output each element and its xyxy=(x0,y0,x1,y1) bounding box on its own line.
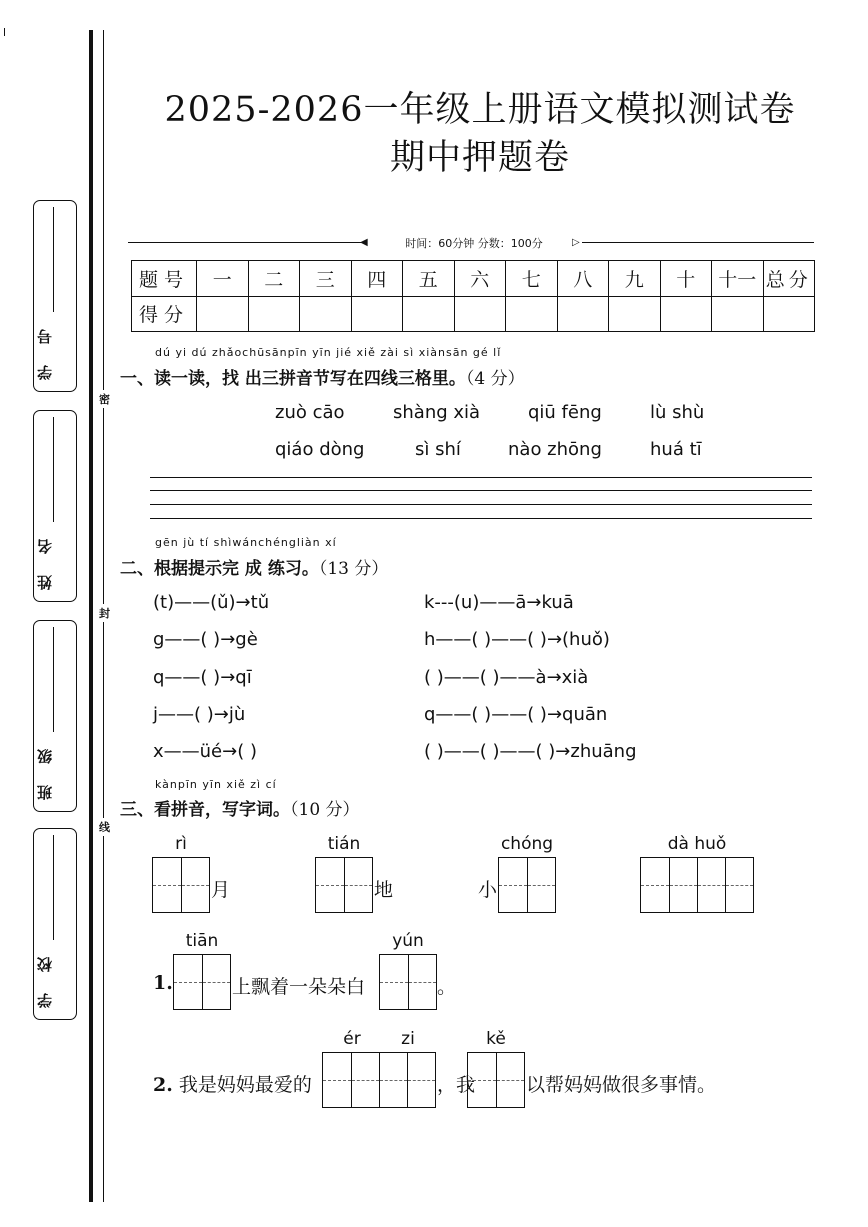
corner-mark xyxy=(4,28,5,36)
pinyin-word: lù shù xyxy=(650,402,705,423)
section2-ruby: gēn jù tí shìwánchéngliàn xí xyxy=(155,536,337,549)
sentence1-end: 。 xyxy=(437,976,457,998)
section3-title-text: 三、看拼音，写字词。 xyxy=(120,800,290,820)
student-name-label: 姓 名 xyxy=(36,531,54,591)
section1-title xyxy=(120,364,525,389)
pinyin-word: huá tī xyxy=(650,439,702,460)
grid-pinyin: tián xyxy=(327,834,361,854)
grid-cell-half xyxy=(181,858,209,912)
section1-points: （4 分） xyxy=(465,369,525,389)
section3-title xyxy=(120,795,360,820)
sentence1-middle: 上飘着一朵朵白 xyxy=(232,976,366,998)
writing-grid[interactable] xyxy=(467,1052,525,1108)
column-header: 六 xyxy=(454,261,506,297)
school-underline xyxy=(53,835,54,940)
sentence1-number xyxy=(153,972,173,994)
pinyin-word: sì shí xyxy=(415,439,461,460)
student-id-label: 学 号 xyxy=(36,321,54,381)
grid-pinyin: tiān xyxy=(185,931,219,951)
exercise-right[interactable]: q——( )——( )→quān xyxy=(424,704,608,725)
school-field[interactable] xyxy=(33,828,77,1020)
writing-line xyxy=(150,490,812,491)
info-arrow-left: ◀ xyxy=(360,237,368,248)
grid-cell-half xyxy=(316,858,344,912)
sentence1-num: 1. xyxy=(153,972,173,994)
pinyin-word: qiáo dòng xyxy=(275,439,365,460)
writing-grid[interactable] xyxy=(379,954,437,1010)
score-cell[interactable] xyxy=(557,296,609,332)
student-name-underline xyxy=(53,417,54,522)
grid-cell-half xyxy=(499,858,527,912)
writing-grid[interactable] xyxy=(315,857,373,913)
pinyin-word: zuò cāo xyxy=(275,402,345,423)
score-cell[interactable] xyxy=(351,296,403,332)
student-id-underline xyxy=(53,207,54,312)
exercise-right[interactable]: ( )——( )——( )→zhuāng xyxy=(424,741,637,762)
score-cell[interactable] xyxy=(454,296,506,332)
score-cell[interactable] xyxy=(763,296,815,332)
grid-cell-half xyxy=(527,858,555,912)
score-cell[interactable] xyxy=(197,296,249,332)
exercise-right[interactable]: k---(u)——ā→kuā xyxy=(424,592,574,613)
column-header: 总分 xyxy=(763,261,815,297)
info-arrow-right: ▷ xyxy=(572,237,580,248)
grid-cell-half xyxy=(697,858,725,912)
grid-cell-half xyxy=(496,1053,524,1107)
given-character: 小 xyxy=(478,879,498,901)
grid-cell-half xyxy=(669,858,697,912)
column-header: 十 xyxy=(660,261,712,297)
grid-pinyin: zi xyxy=(401,1029,415,1049)
page-subtitle: 期中押题卷 xyxy=(389,138,570,178)
score-cell[interactable] xyxy=(403,296,455,332)
pinyin-word: shàng xià xyxy=(393,402,481,423)
section2-title xyxy=(120,554,388,579)
sentence2-start-text: 我是妈妈最爱的 xyxy=(178,1074,312,1096)
sentence2-middle: ，我 xyxy=(437,1074,476,1096)
sentence2-start xyxy=(153,1070,312,1097)
column-header: 五 xyxy=(403,261,455,297)
writing-grid[interactable] xyxy=(322,1052,436,1108)
exercise-left[interactable]: j——( )→jù xyxy=(153,704,246,725)
grid-pinyin: ér xyxy=(343,1029,361,1049)
score-cell[interactable] xyxy=(660,296,712,332)
score-table xyxy=(131,260,815,332)
section3-ruby: kànpīn yīn xiě zì cí xyxy=(155,778,277,791)
info-line-right xyxy=(582,242,814,243)
section3-points: （10 分） xyxy=(290,800,360,820)
score-table-score-row xyxy=(132,296,815,332)
grid-cell-half xyxy=(468,1053,496,1107)
info-line-left xyxy=(128,242,364,243)
grid-cell-half xyxy=(202,955,230,1009)
grid-cell-half xyxy=(641,858,669,912)
binding-line-thick xyxy=(89,30,93,1202)
writing-line xyxy=(150,477,812,478)
exercise-left[interactable]: q——( )→qī xyxy=(153,667,252,688)
grid-cell-half xyxy=(725,858,753,912)
section2-title-text: 二、根据提示完 成 练习。 xyxy=(120,559,319,579)
score-table-header-row xyxy=(132,261,815,297)
sentence2-end: 以帮妈妈做很多事情。 xyxy=(526,1074,717,1096)
grid-pinyin: yún xyxy=(392,931,424,951)
given-character: 地 xyxy=(374,879,394,901)
column-header: 一 xyxy=(197,261,249,297)
grid-cell-half xyxy=(344,858,372,912)
grid-cell-half xyxy=(351,1053,379,1107)
column-header: 九 xyxy=(609,261,661,297)
section1-ruby: dú yi dú zhǎochūsānpīn yīn jié xiě zài sì xiànsān gé lǐ xyxy=(155,346,502,359)
student-name-field[interactable] xyxy=(33,410,77,602)
seal-char-xian: 线 xyxy=(99,818,110,836)
writing-grid[interactable] xyxy=(173,954,231,1010)
given-character: 月 xyxy=(211,879,231,901)
exercise-left[interactable]: x——üé→( ) xyxy=(153,741,257,762)
column-header: 十一 xyxy=(712,261,764,297)
exercise-left[interactable]: g——( )→gè xyxy=(153,629,258,650)
column-header: 二 xyxy=(248,261,300,297)
exercise-right[interactable]: h——( )——( )→(huǒ) xyxy=(424,629,610,650)
column-header: 三 xyxy=(300,261,352,297)
class-field[interactable] xyxy=(33,620,77,812)
writing-line xyxy=(150,518,812,519)
exercise-right[interactable]: ( )——( )——à→xià xyxy=(424,667,589,688)
seal-char-feng: 封 xyxy=(99,604,110,622)
score-cell[interactable] xyxy=(506,296,558,332)
school-label: 学 校 xyxy=(36,949,54,1009)
grid-cell-half xyxy=(380,955,408,1009)
seal-char-mi: 密 xyxy=(99,390,110,408)
writing-grid[interactable] xyxy=(498,857,556,913)
column-header: 八 xyxy=(557,261,609,297)
grid-pinyin: rì xyxy=(175,834,187,854)
grid-cell-half xyxy=(407,1053,435,1107)
question-number-label: 题号 xyxy=(132,261,197,297)
grid-cell-half xyxy=(174,955,202,1009)
score-cell[interactable] xyxy=(300,296,352,332)
page-title: 2025-2026一年级上册语文模拟测试卷 xyxy=(164,90,796,130)
score-cell[interactable] xyxy=(609,296,661,332)
writing-grid[interactable] xyxy=(152,857,210,913)
grid-pinyin: kě xyxy=(486,1029,506,1049)
student-id-field[interactable] xyxy=(33,200,77,392)
section2-points: （13 分） xyxy=(318,559,389,579)
pinyin-word: qiū fēng xyxy=(528,402,602,423)
grid-pinyin: chóng xyxy=(500,834,554,854)
column-header: 七 xyxy=(506,261,558,297)
class-underline xyxy=(53,627,54,732)
score-cell[interactable] xyxy=(712,296,764,332)
column-header: 四 xyxy=(351,261,403,297)
class-label: 班 级 xyxy=(36,741,54,801)
grid-cell-half xyxy=(153,858,181,912)
writing-grid[interactable] xyxy=(640,857,754,913)
grid-cell-half xyxy=(408,955,436,1009)
pinyin-word: nào zhōng xyxy=(508,439,602,460)
exercise-left[interactable]: (t)——(ǔ)→tǔ xyxy=(153,592,270,613)
sentence2-num: 2. xyxy=(153,1074,173,1096)
grid-pinyin: dà huǒ xyxy=(667,834,727,854)
grid-cell-half xyxy=(379,1053,407,1107)
score-cell[interactable] xyxy=(248,296,300,332)
score-label: 得分 xyxy=(132,296,197,332)
section1-title-text: 一、读一读，找 出三拼音节写在四线三格里。 xyxy=(120,369,466,389)
writing-line xyxy=(150,504,812,505)
grid-cell-half xyxy=(323,1053,351,1107)
exam-info: 时间：60分钟 分数：100分 xyxy=(405,237,543,250)
